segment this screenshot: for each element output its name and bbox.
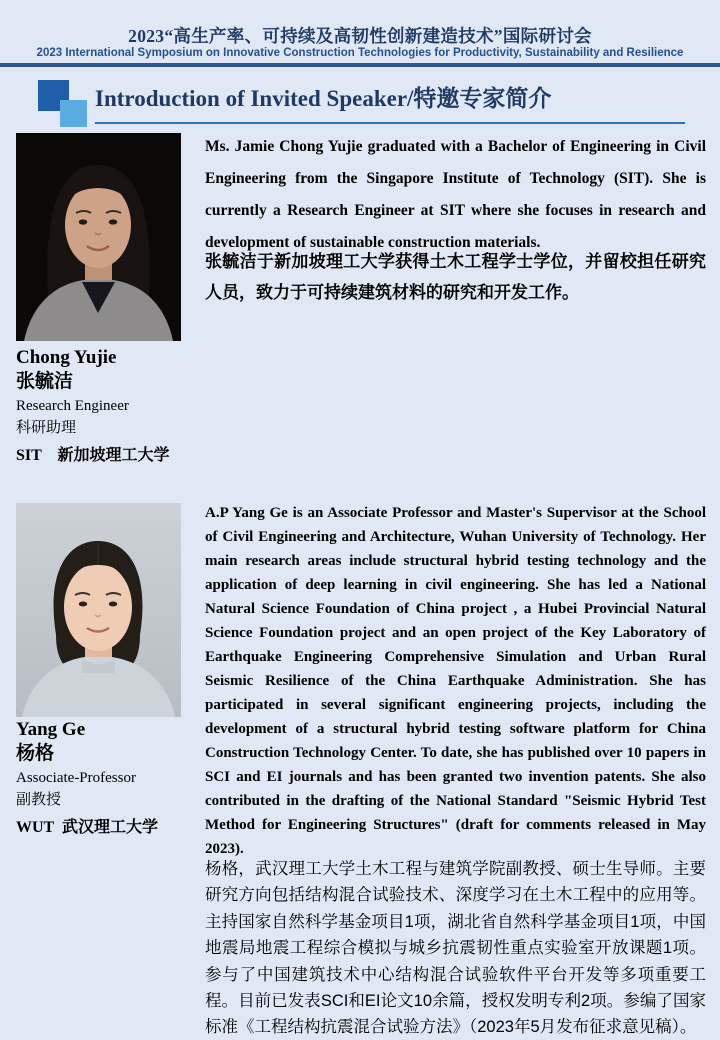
speaker2-bio-english: A.P Yang Ge is an Associate Professor and Master's Supervisor at the School of Civil Engineering and Architecture, Wuhan University of Technology. Her main research areas include structural hybrid testing technology and the application of deep learning in civil engineering. She has led a National Natural Science Foundation of China project , a Hubei Provincial Natural Science Foundation project and an open project of the Key Laboratory of Earthquake Engineering Comprehensive Simulation and Urban Rural Seismic Resilience of the China Earthquake Administration. She has participated in several significant engineering projects, including the development of a structural hybrid testing software platform for China Construction Technology Center. To date, she has published over 10 papers in SCI and EI journals and has been granted two invention patents. She also contributed in the drafting of the National Standard "Seismic Hybrid Test Method for Engineering Structures" (draft for comments released in May 2023). xyxy=(205,505,706,857)
symposium-title-en: 2023 International Symposium on Innovative Construction Technologies for Productivity, Sustainability and Resilience xyxy=(36,47,684,60)
speaker1-photo xyxy=(16,133,181,341)
speaker2-name-zh: 杨格 xyxy=(16,742,55,764)
speaker1-caption xyxy=(16,347,201,465)
speaker1-role-zh: 科研助理 xyxy=(16,419,77,437)
speaker2-role-en: Associate-Professor xyxy=(16,770,136,787)
speaker1-name-en: Chong Yujie xyxy=(16,347,117,368)
decor-square-light xyxy=(60,100,87,127)
portrait-woman-1 xyxy=(16,133,181,341)
speaker1-name-zh: 张毓洁 xyxy=(16,370,74,392)
symposium-header xyxy=(0,0,720,67)
symposium-title-zh: 2023“高生产率、可持续及高韧性创新建造技术”国际研讨会 xyxy=(128,26,592,46)
speaker2-name-en: Yang Ge xyxy=(16,719,86,740)
speaker2-affiliation: WUT 武汉理工大学 xyxy=(16,819,158,837)
page-title: Introduction of Invited Speaker/特邀专家简介 xyxy=(95,80,685,124)
speaker2-bio-chinese: 杨格，武汉理工大学土木工程与建筑学院副教授、硕士生导师。主要研究方向包括结构混合试验技术、深度学习在土木工程中的应用等。主持国家自然科学基金项目1项，湖北省自然科学基金项目1项，中国地震局地震工程综合模拟与城乡抗震韧性重点实验室开放课题1项。参与了中国建筑技术中心结构混合试验软件平台开发等多项重要工程。目前已发表SCI和EI论文10余篇，授权发明专利2项。参编了国家标准《工程结构抗震混合试验方法》（2023年5月发布征求意见稿）。 xyxy=(205,860,706,1037)
speaker1-role-en: Research Engineer xyxy=(16,398,129,415)
section-title-bar xyxy=(0,78,720,130)
speaker1-bio-english: Ms. Jamie Chong Yujie graduated with a Bachelor of Engineering in Civil Engineering from the Singapore Institute of Technology (SIT). She is currently a Research Engineer at SIT where she focuses in research and development of sustainable construction materials. xyxy=(205,138,706,251)
speaker2-photo xyxy=(16,503,181,717)
speaker1-affiliation: SIT 新加坡理工大学 xyxy=(16,447,170,465)
speaker1-bio-chinese: 张毓洁于新加坡理工大学获得土木工程学士学位，并留校担任研究人员，致力于可持续建筑材料的研究和开发工作。 xyxy=(205,252,706,302)
portrait-woman-2 xyxy=(16,503,181,717)
speaker2-role-zh: 副教授 xyxy=(16,791,62,809)
speaker2-caption xyxy=(16,719,201,837)
